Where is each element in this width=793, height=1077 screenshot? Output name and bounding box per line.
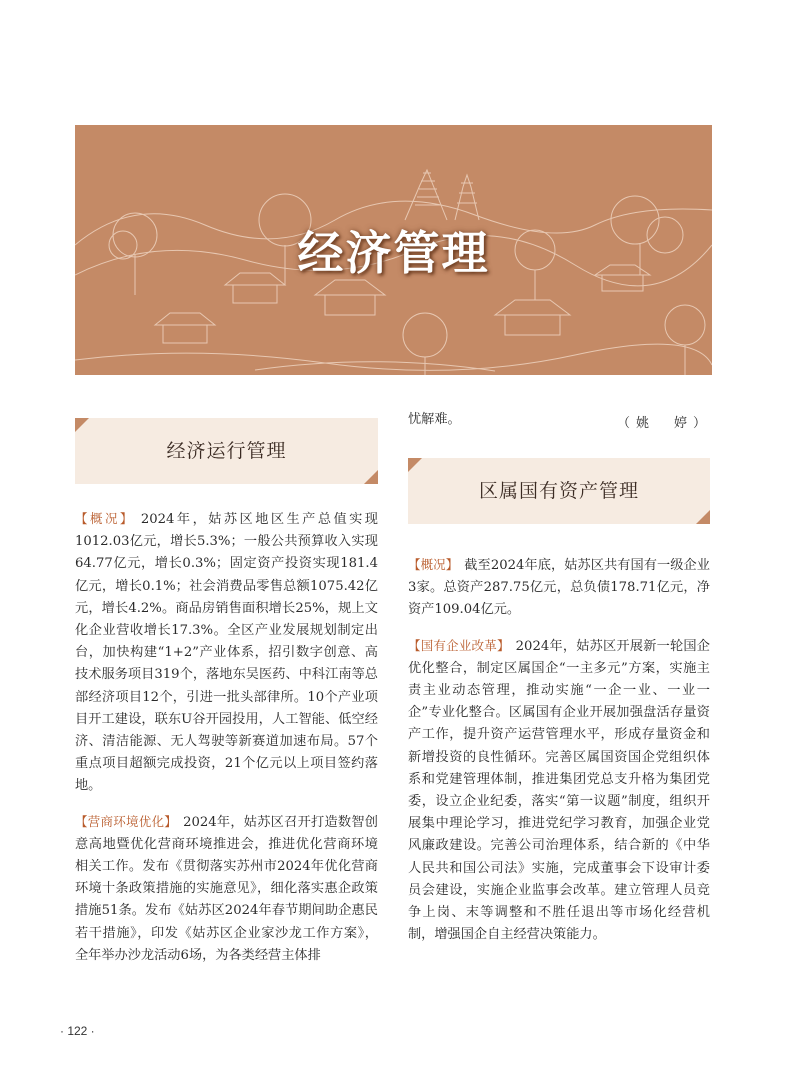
paragraph-tag: 【营商环境优化】 — [75, 813, 178, 829]
paragraph-tag: 【概况】 — [75, 511, 135, 526]
paragraph-text: 2024年，姑苏区地区生产总值实现1012.03亿元，增长5.3%；一般公共预算收入实现64.77亿元，增长0.3%；固定资产投资实现181.4亿元，增长0.1%；社会消费品零售总额1075.42亿元，增长4.2%。商品房销售面积增长25%，规上文化企业营收增长17.3%。全区产业发展规划制定出台，加快构建“1+2”产业体系，招引数字创意、高技术服务项目319个，落地东吴医药、中科江南等总部经济项目12个，引进一批头部律所。10个产业项目开工建设，联东U谷开园投用，人工智能、低空经济、清洁能源、无人驾驶等新赛道加速布局。57个重点项目超额完成投资，21个亿元以上项目签约落地。 — [75, 512, 378, 794]
paragraph-tag: 【国有企业改革】 — [408, 637, 510, 653]
right-continuation — [408, 409, 608, 431]
left-column — [75, 508, 378, 980]
paragraph-text: 2024年，姑苏区开展新一轮国企优化整合，制定区属国企“一主多元”方案，实施主责主业动态管理，推动实施“一企一业、一业一企”专业化整合。区属国有企业开展加强盘活存量资产工作，提升资产运营管理水平，形成存量资金和新增投资的良性循环。完善区属国资国企党组织体系和党建管理体制，推进集团党总支升格为集团党委，设立企业纪委，落实“第一议题”制度，组织开展集中理论学习，推进党纪学习教育，加强企业党风廉政建设。完善公司治理体系，结合新的《中华人民共和国公司法》实施，完成董事会下设审计委员会建设，实施企业监事会改革。建立管理人员竞争上岗、末等调整和不胜任退出等市场化经营机制，增强国企自主经营决策能力。 — [408, 638, 710, 943]
paragraph-overview — [408, 554, 710, 622]
paragraph-tag: 【概况】 — [408, 557, 459, 572]
section-header-economic-operation — [75, 418, 378, 484]
paragraph-text: 2024年，姑苏区召开打造数智创意高地暨优化营商环境推进会，推进优化营商环境相关工作。发布《贯彻落实苏州市2024年优化营商环境十条政策措施的实施意见》，细化落实惠企政策措施51条。发布《姑苏区2024年春节期间助企惠民若干措施》，印发《姑苏区企业家沙龙工作方案》，全年举办沙龙活动6场，为各类经营主体排 — [75, 814, 378, 963]
paragraph-text: 忧解难。 — [408, 412, 461, 427]
author-credit: （姚 婷） — [616, 416, 712, 431]
paragraph-business-environment — [75, 811, 378, 967]
right-column — [408, 554, 710, 959]
banner-illustration — [75, 125, 712, 375]
section-title: 区属国有资产管理 — [478, 480, 639, 502]
page-number: · 122 · — [60, 1024, 95, 1038]
paragraph-overview — [75, 508, 378, 798]
paragraph-text: 截至2024年底，姑苏区共有国有一级企业3家。总资产287.75亿元，总负债178.71亿元，净资产109.04亿元。 — [408, 558, 710, 618]
section-header-state-assets — [408, 458, 710, 524]
chapter-title: 经济管理 — [297, 226, 490, 280]
paragraph-soe-reform — [408, 635, 710, 947]
section-title: 经济运行管理 — [166, 440, 287, 462]
